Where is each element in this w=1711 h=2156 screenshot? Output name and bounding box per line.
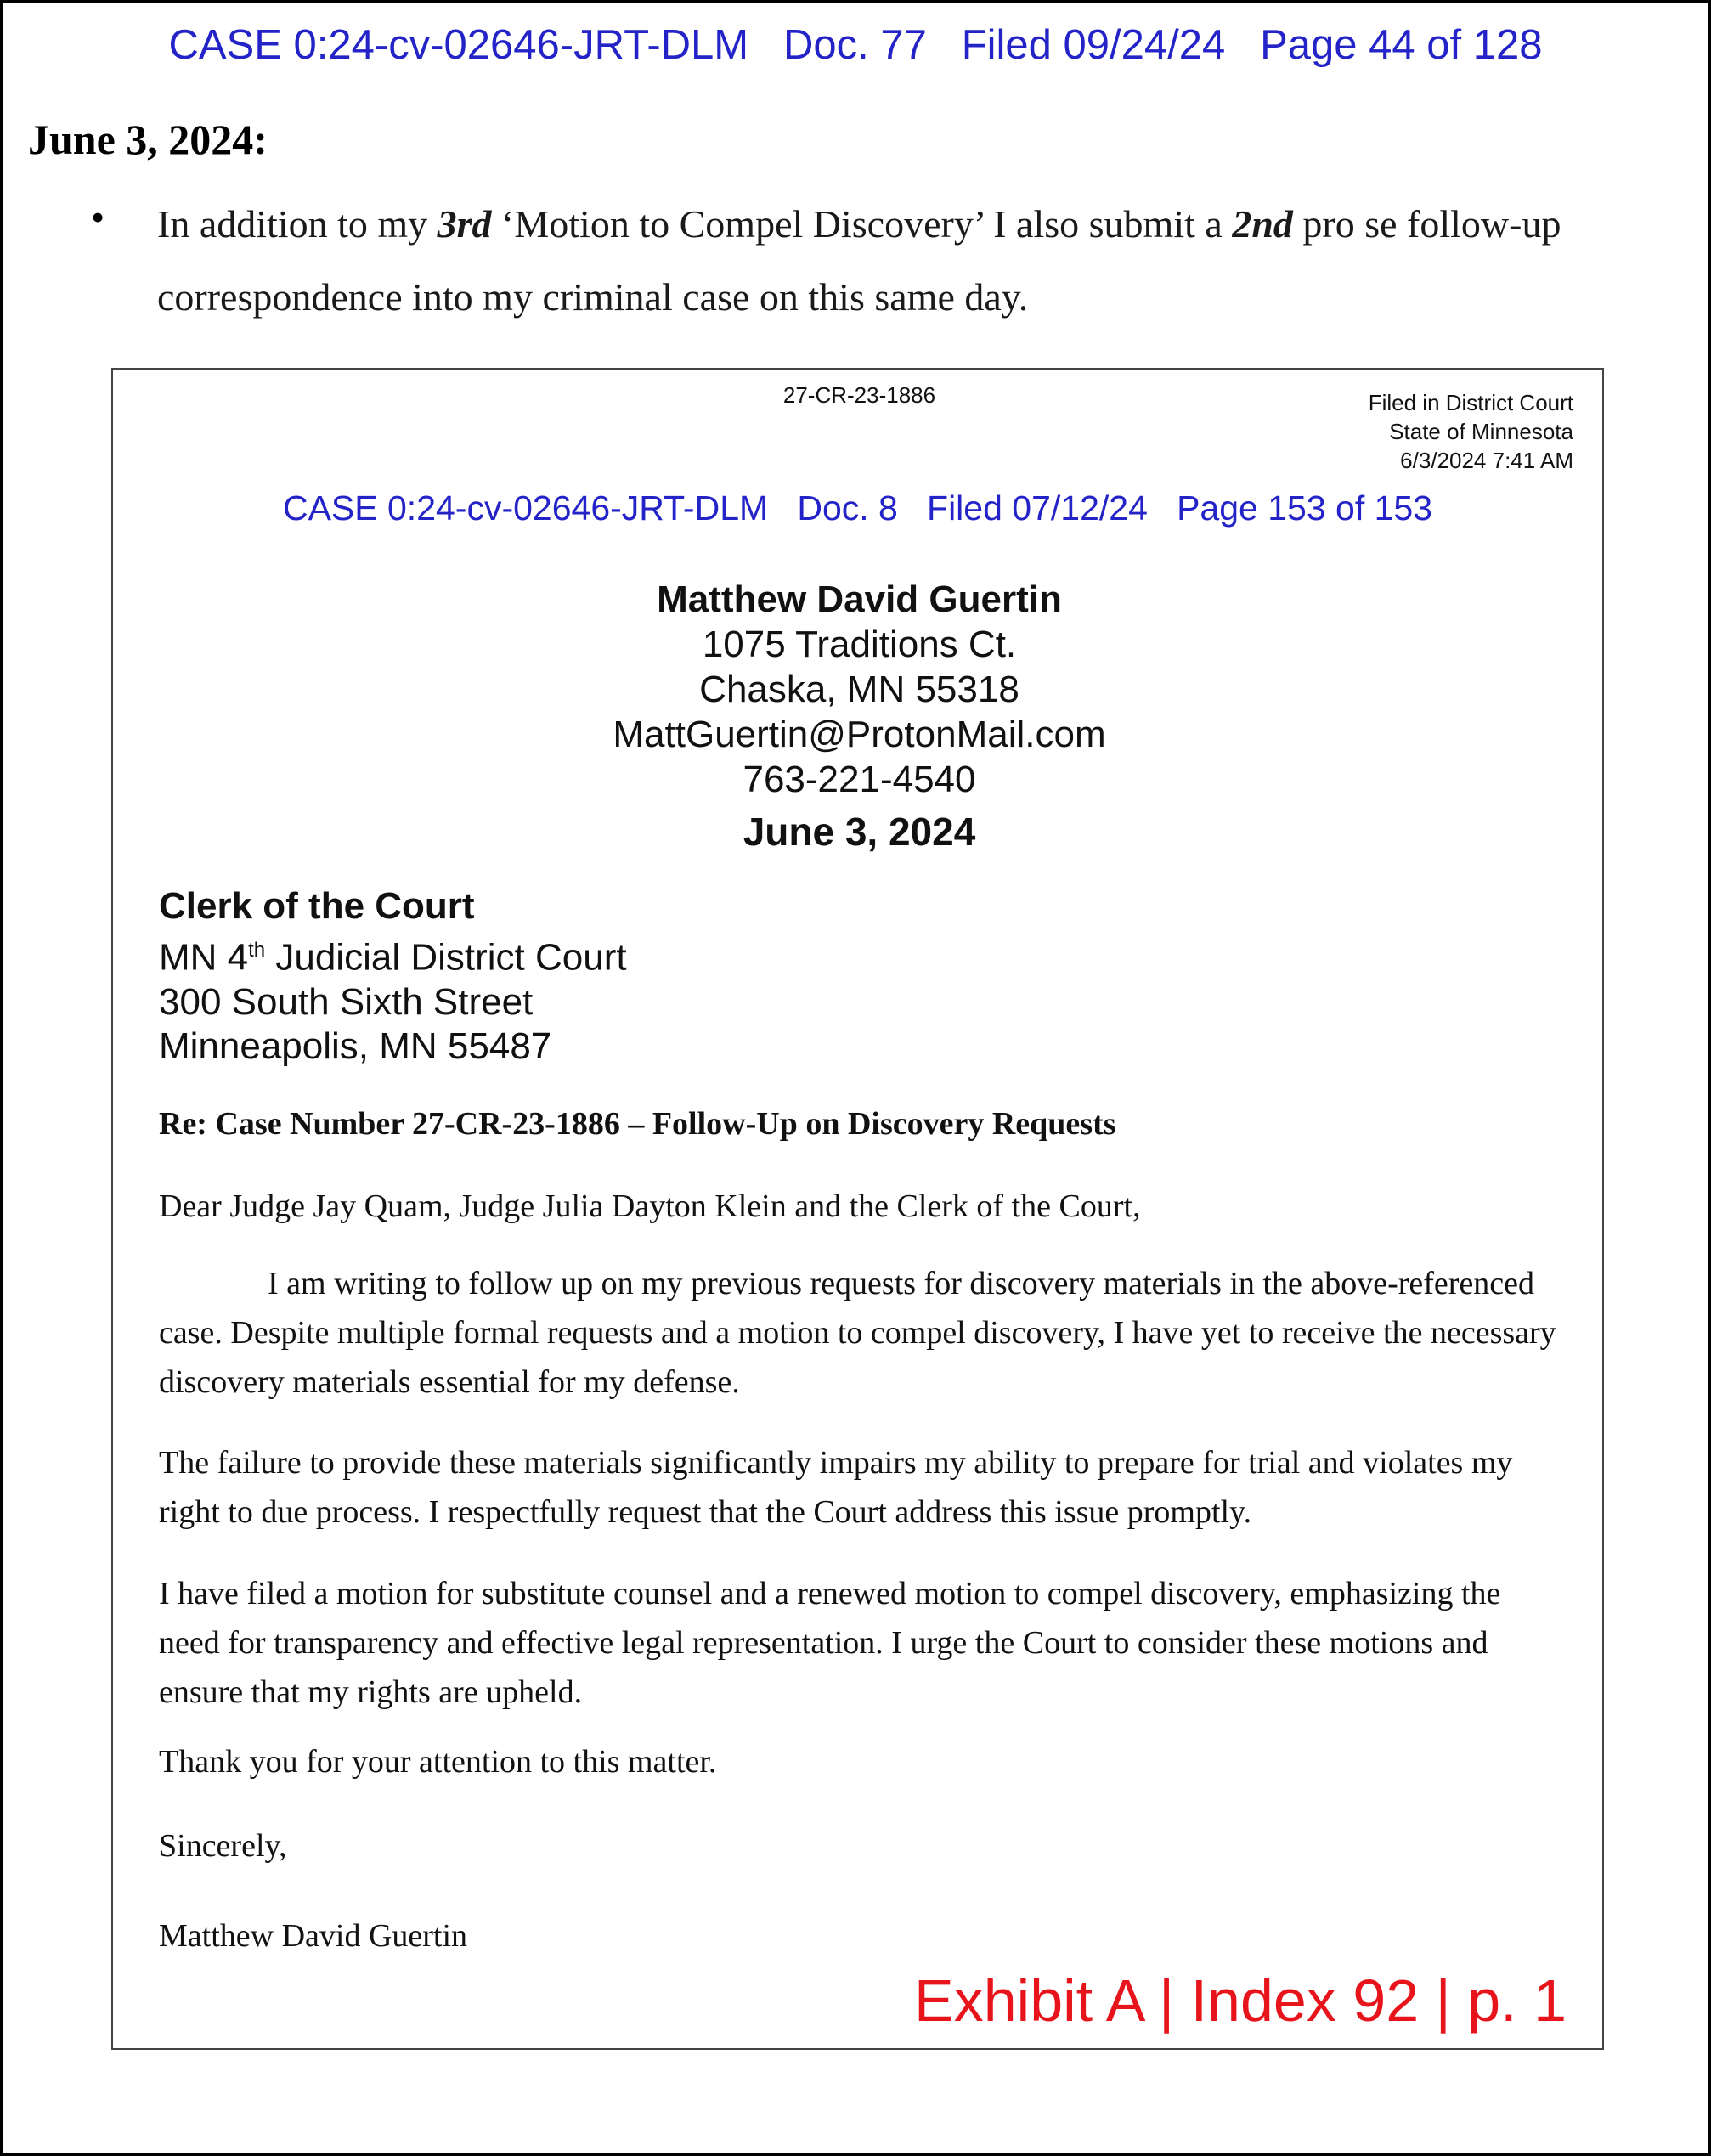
- salutation: Dear Judge Jay Quam, Judge Julia Dayton Klein and the Clerk of the Court,: [159, 1188, 1141, 1224]
- body-paragraph: The failure to provide these materials significantly impairs my ability to prepare for trial and violates my right to due process. I respectfully request that the Court address this issue promptly.: [159, 1445, 1513, 1530]
- inner-case-number: CASE 0:24-cv-02646-JRT-DLM: [282, 488, 769, 528]
- state-case-number: 27-CR-23-1886: [782, 382, 936, 408]
- closing-thanks: Thank you for your attention to this matter.: [159, 1744, 717, 1780]
- court-ordinal-suffix: th: [248, 939, 266, 962]
- inner-page-number: Page 153 of 153: [1177, 488, 1433, 528]
- recipient-street: 300 South Sixth Street: [159, 980, 534, 1023]
- outer-filed-date: Filed 09/24/24: [961, 22, 1226, 68]
- recipient-block: [159, 884, 627, 1069]
- entry-text-part: In addition to my: [157, 202, 438, 246]
- inner-doc-number: Doc. 8: [797, 488, 898, 528]
- entry-date-heading: June 3, 2024:: [28, 116, 268, 163]
- inner-case-header: [113, 488, 1602, 528]
- subject-line: Re: Case Number 27-CR-23-1886 – Follow-Up on Discovery Requests: [159, 1106, 1116, 1142]
- court-suffix: Judicial District Court: [265, 936, 627, 979]
- sender-email: MattGuertin@ProtonMail.com: [613, 714, 1106, 755]
- entry-text-part: pro se follow-up correspondence into my criminal case on this same day.: [157, 202, 1561, 319]
- outer-case-number: CASE 0:24-cv-02646-JRT-DLM: [168, 22, 749, 68]
- recipient-name: Clerk of the Court: [159, 885, 475, 927]
- sender-name: Matthew David Guertin: [657, 579, 1062, 620]
- outer-page-number: Page 44 of 128: [1260, 22, 1543, 68]
- inner-filed-date: Filed 07/12/24: [927, 488, 1148, 528]
- recipient-city: Minneapolis, MN 55487: [159, 1024, 552, 1067]
- entry-bullet-text: [157, 188, 1695, 334]
- sender-street: 1075 Traditions Ct.: [702, 624, 1017, 665]
- signature-name: Matthew David Guertin: [159, 1918, 468, 1954]
- outer-case-header: [3, 21, 1708, 69]
- entry-emphasis-2nd: 2nd: [1232, 202, 1293, 246]
- bullet-marker: •: [91, 195, 105, 239]
- filed-stamp-line: 6/3/2024 7:41 AM: [1400, 448, 1573, 473]
- letter-date: June 3, 2024: [743, 810, 976, 854]
- closing: Sincerely,: [159, 1828, 287, 1864]
- sender-block: [113, 577, 1606, 861]
- filed-stamp: [1369, 388, 1573, 475]
- sender-city: Chaska, MN 55318: [699, 669, 1019, 710]
- exhibit-document: [111, 368, 1604, 2050]
- exhibit-label: Exhibit A | Index 92 | p. 1: [914, 1967, 1567, 2034]
- recipient-court: [159, 928, 627, 980]
- sender-phone: 763-221-4540: [743, 759, 976, 800]
- court-prefix: MN 4: [159, 936, 249, 979]
- filed-stamp-line: State of Minnesota: [1389, 419, 1573, 444]
- filed-stamp-line: Filed in District Court: [1368, 390, 1573, 415]
- entry-emphasis-3rd: 3rd: [437, 202, 492, 246]
- outer-doc-number: Doc. 77: [782, 22, 927, 68]
- body-paragraph: I have filed a motion for substitute counsel and a renewed motion to compel discovery, emphasizing the need for transparency and effective legal representation. I urge the Court to consider these motions and ensure that my rights are upheld.: [159, 1576, 1501, 1710]
- body-paragraph: I am writing to follow up on my previous requests for discovery materials in the above-referenced case. Despite multiple formal requests and a motion to compel discovery, I have yet to receive the necessary discovery materials essential for my defense.: [159, 1266, 1556, 1400]
- entry-text-part: ‘Motion to Compel Discovery’ I also submit a: [491, 202, 1233, 246]
